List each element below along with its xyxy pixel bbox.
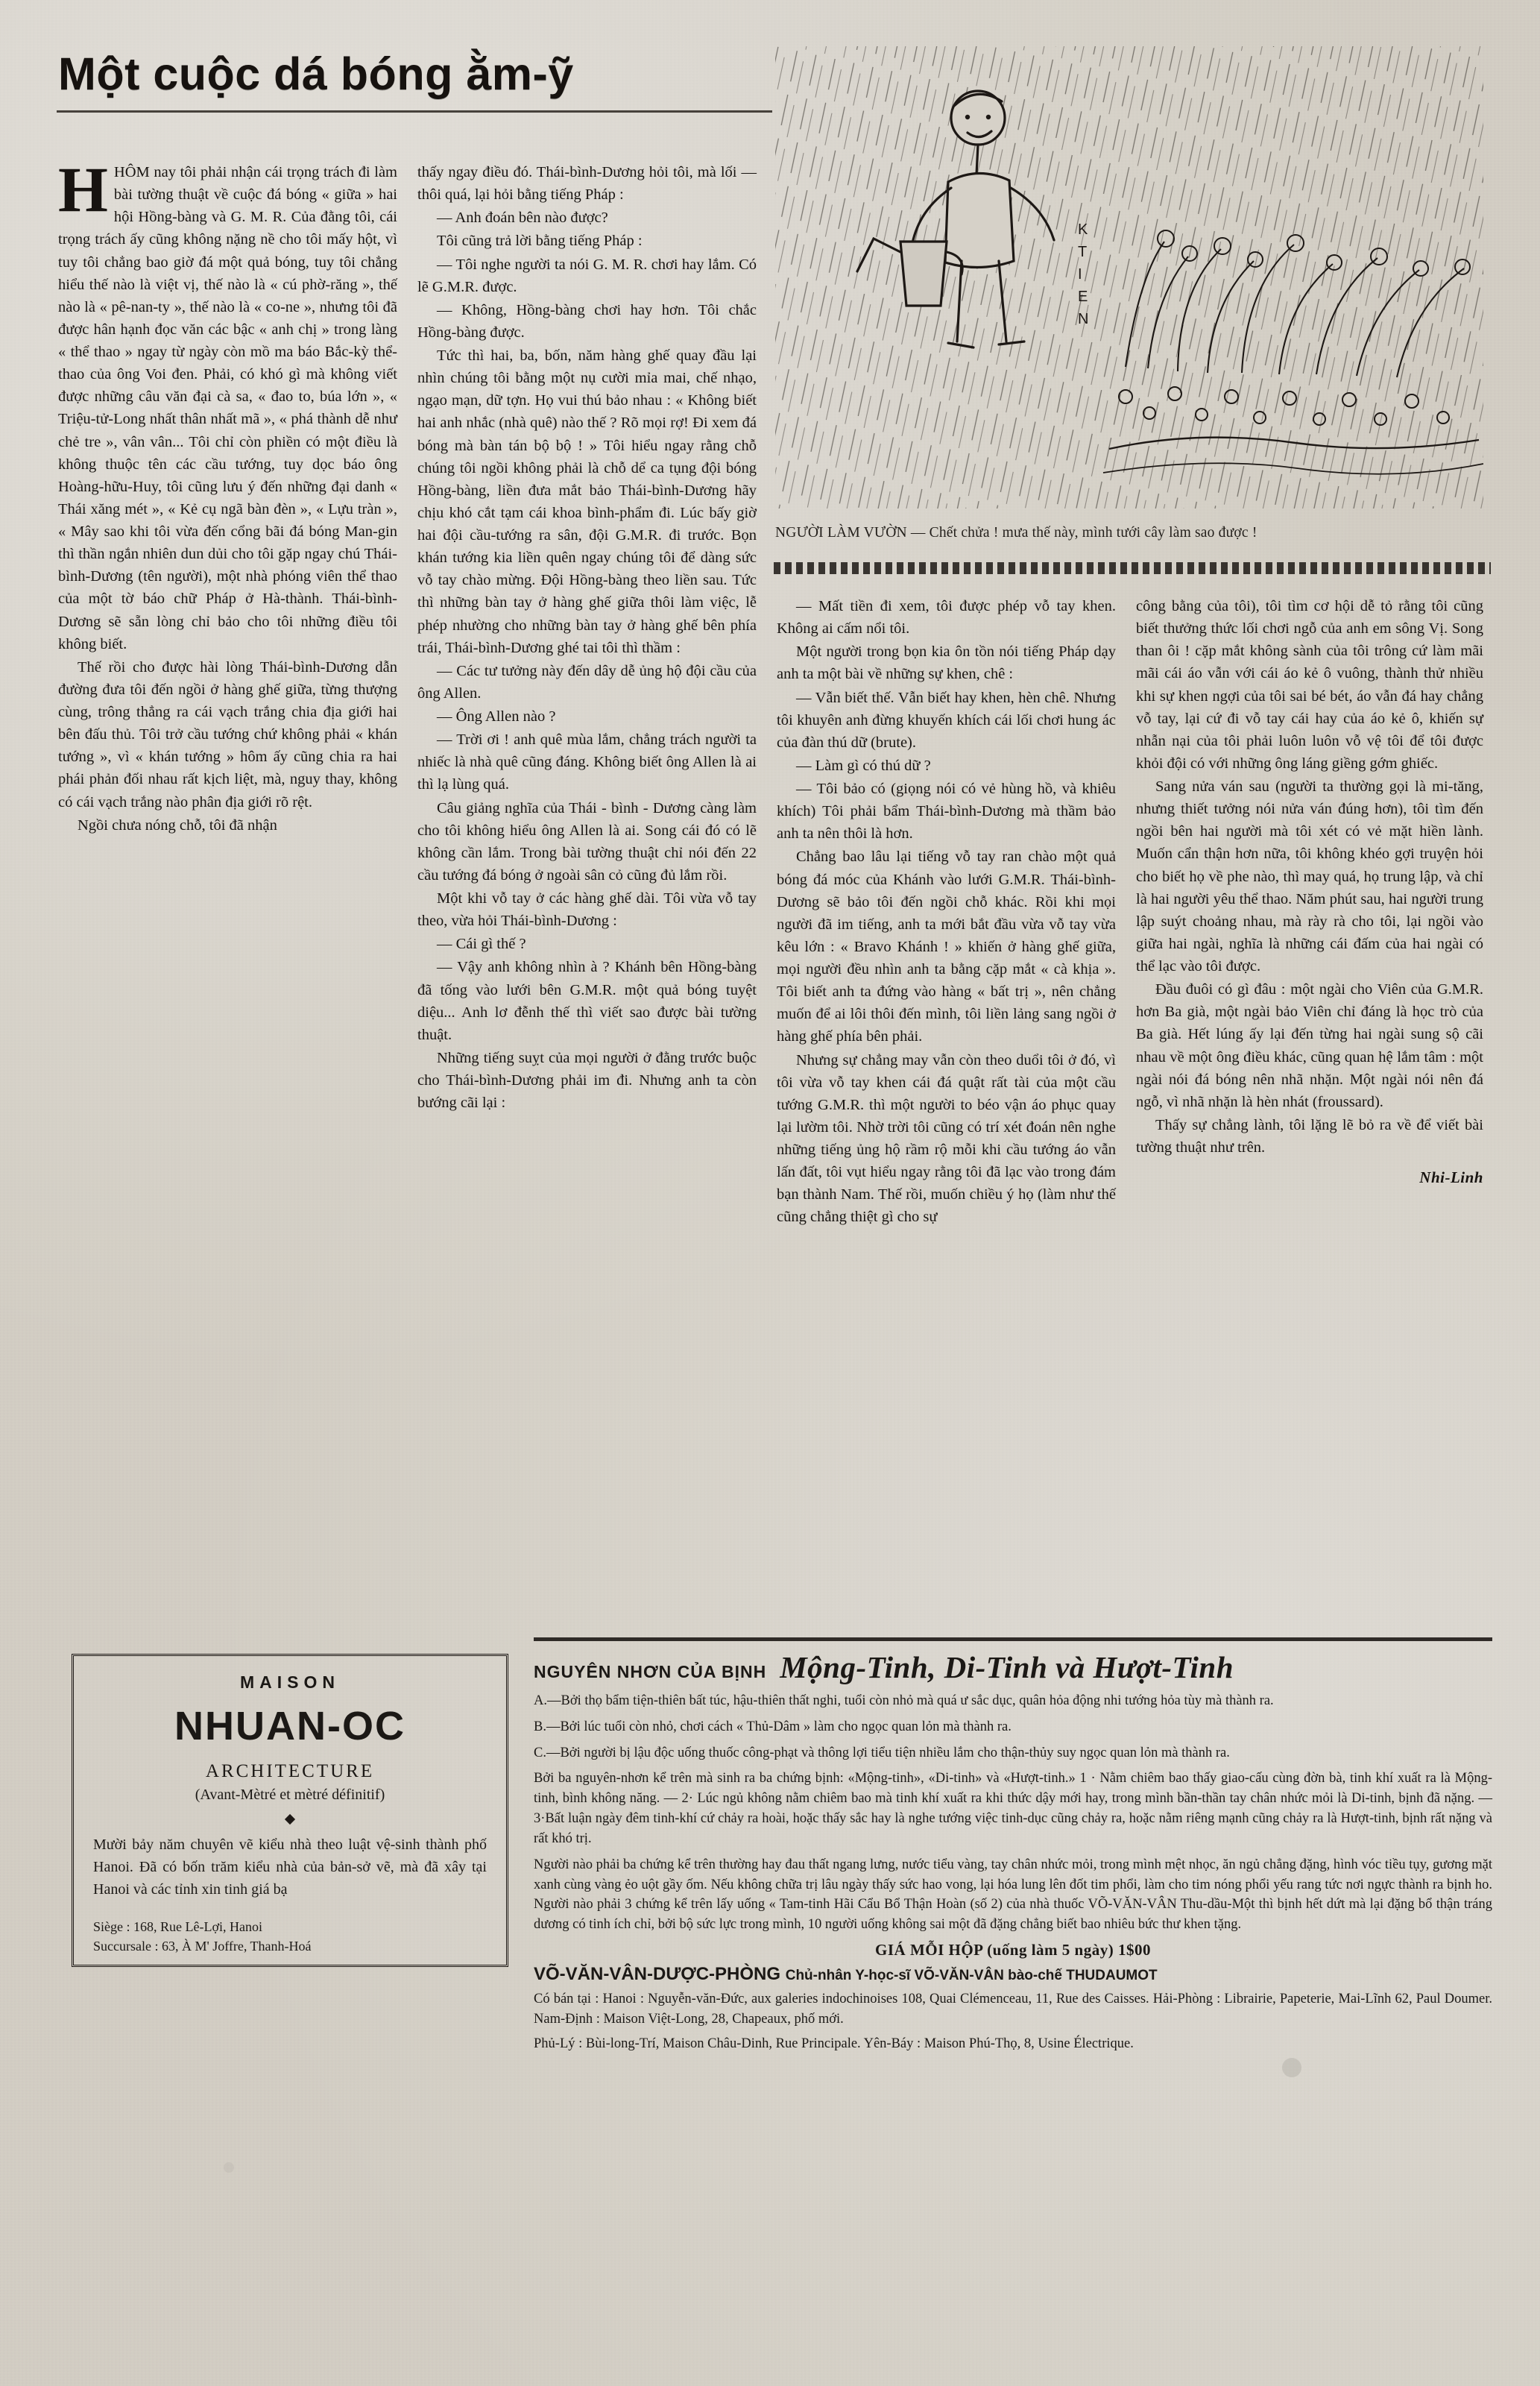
paragraph: thấy ngay điều đó. Thái-bình-Dương hỏi tôi, mà lối — thôi quá, lại hỏi bằng tiếng Pháp : [417,164,757,204]
title-rule [57,110,772,113]
paper-blemish [224,2162,234,2173]
paragraph: Tôi cũng trả lời bằng tiếng Pháp : [437,233,643,250]
ad-body-text: Mười bảy năm chuyên vẽ kiểu nhà theo luật vệ-sinh thành phố Hanoi. Đã có bốn trăm kiểu nhà của bản-sở vẽ, mà đã xây tại Hanoi và các tỉnh xin tinh giá bạ [93,1836,487,1898]
paragraph: Nhưng sự chẳng may vẫn còn theo duổi tôi ở đó, vì tôi vừa vỗ tay khen cái đá quật rất tài của một cầu tướng G.M.R. thì một người to béo vận áo phục quay lại lườm tôi. Nhờ trời tôi cũng có trí xét đoán nên nghe những tiếng ủng hộ rầm rộ mỗi khi cầu tướng áo vẫn lấn đất, tôi vụt hiểu ngay rằng tôi đã lạc vào trong đám bạn thành Nam. Thế rồi, muốn chiều ý họ (làm như thế cũng chẳng thiệt gì cho sự [777,1051,1116,1226]
paragraph: Thấy sự chẳng lành, tôi lặng lẽ bỏ ra về để viết bài tường thuật như trên. [1136,1116,1483,1156]
cartoon-illustration [775,46,1483,523]
paragraph: Câu giảng nghĩa của Thái - bình - Dương càng làm cho tôi không hiểu ông Allen là ai. Song cái đó có lẽ không cần lắm. Trong bài tường thuật chỉ nói đến 22 cầu tướng đá bóng ở ngoài sân cỏ cũng đủ lắm rồi. [417,799,757,884]
page-title: Một cuộc dá bóng ằm-ỹ [58,48,574,99]
paragraph: — Trời ơi ! anh quê mùa lắm, chẳng trách người ta nhiếc là nhà quê cũng đáng. Không biết ông Allen là ai thì lạ lùng quá. [417,731,757,793]
paragraph: — Cái gì thế ? [437,936,526,953]
svg-text:I: I [1078,266,1084,283]
ad-subtitle: (Avant-Mètré et mètré définitif) [195,1787,385,1803]
paragraph: Thế rồi cho được hài lòng Thái-bình-Dương dẫn đường đưa tôi đến ngồi ở hàng ghế giữa, từng thượng cùng, trông thẳng ra cái vạch trắng chia địa giới hai bên đấu thủ. Tôi trở cầu tướng chứ không phải « khán tướng », vì « khán tướng » hôm ấy cũng chia ra hai phái phản đối nhau rất kịch liệt, mà, nguy thay, không có cái vạch trắng nào phân địa giới rõ rệt. [58,658,397,810]
paragraph: Sang nửa ván sau (người ta thường gọi là mi-tăng, nhưng thiết tưởng nói nửa ván đúng hơn), tôi tìm đến ngồi bên hai người mà tôi xét có vẻ mặt hiền lành. Muốn cẩn thận hơn nữa, tôi không khéo gợi truyện hỏi cho biết họ về phe nào, thì may quá, họ trung lập, và chỉ là hai người yêu thể thao. Năm phút sau, hai người trung lập suýt choảng nhau, mà rày rà cho tôi, lại ngồi vào giữa hai ngài, nghĩa là những cái đấm của hai ngài có thể lạc vào tôi được. [1136,778,1483,975]
paragraph: HÔM nay tôi phải nhận cái trọng trách đi làm bài tường thuật về cuộc đá bóng « giữa » hai hội Hồng-bàng và G. M. R. Của đằng tôi, cái trọng trách ấy cũng không nặng nề cho tôi mấy hột, vì tuy tôi chẳng bao giờ đá một quả bóng, tuy tôi chẳng hiểu thế nào là việt vị, thế nào là « cú phờ-răng », thế nào là « pê-nan-ty », thế nào là « co-ne », nhưng tôi đã được hân hạnh đọc văn các bậc « anh chị » trong làng « thể thao » ngay từ ngày còn mồ ma báo Bắc-kỳ thể-thao của ông Voi đen. Phải, có khó gì mà không viết được những câu văn đại cà sa, « đao to, búa lớn », « Triệu-tử-Long nhất thân nhất mã », « phá thành dễ như chẻ tre », vân vân... Tôi chỉ còn phiền có một điều là không thuộc tên các cầu tướng, tuy dọc báo ông Hoàng-hữu-Huy, tôi cũng lưu ý đến những đại danh « Thái xăng mét », « Kẻ cụ ngã bàn đèn », « Lựu tràn », « Mây sao khi tôi vừa đến cổng bãi đá bóng Man-gin thì thần ngắn nhiên dun dủi cho tôi gặp ngay chú Thái-bình-Dương (tên người), một nhà phóng viên thể thao của một tờ báo chữ Pháp ở Hà-thành. Thái-bình-Dương sẽ sẵn lòng chỉ bảo cho tôi những điều tôi không biết. [58,164,397,652]
ad-vo-van-van[interactable] [534,1649,1492,2051]
paragraph: — Vậy anh không nhìn à ? Khánh bên Hồng-bàng đã tống vào lưới bên G.M.R. một quả bóng tuyệt diệu... Anh lơ đễnh thế thì viết sao được bài tường thuật. [417,959,757,1043]
ad-dealers-line: Phủ-Lý : Bùi-long-Trí, Maison Châu-Dinh, Rue Principale. Yên-Báy : Maison Phú-Thọ, 8, Usine Électrique. [534,2036,1134,2051]
ad-paragraph: C.—Bởi người bị lậu độc uống thuốc công-phạt và thông lợi tiểu tiện nhiều lắm cho thận-thủy suy ngọc quan lỏn mà thành ra. [534,1745,1230,1760]
paragraph: — Anh đoán bên nào được? [437,210,608,227]
paragraph: Đầu đuôi có gì đâu : một ngài cho Viên của G.M.R. hơn Ba già, một ngài bảo Viên chỉ đáng là học trò của Ba già. Hết lúng ấy lại đến từng hai ngài sung sộ cãi nhau về một ông điều khác, cũng quan hệ lắm tâm : một ngài nói đá bóng nên nhã nhặn. Một ngài nói nên đá ngỗ, vì nhã nhặn là hèn nhát (froussard). [1136,981,1483,1110]
ad-kicker: NGUYÊN NHƠN CỦA BỊNH [534,1662,767,1681]
svg-text:T: T [1078,244,1089,260]
paragraph: Một người trong bọn kia ôn tồn nói tiếng Pháp dạy anh ta một bài về những sự khen, chê : [777,643,1116,683]
paragraph: — Các tư tưởng này đến dây dễ ủng hộ đội cầu của ông Allen. [417,662,757,702]
svg-text:N: N [1078,311,1091,327]
ad-manufacturer-note: Chủ-nhân Y-học-sĩ VÕ-VĂN-VÂN bào-chế THUDAUMOT [785,1967,1158,1983]
paragraph: — Làm gì có thú dữ ? [796,757,931,774]
ad-maison-label: MAISON [240,1672,340,1692]
ad-maison-nhuan-oc[interactable] [72,1654,508,1967]
paper-blemish [1282,2058,1301,2077]
article-signature: Nhi-Linh [1419,1168,1483,1187]
ad-title: Mộng-Tinh, Di-Tinh và Hượt-Tinh [780,1650,1234,1684]
ad-branch-address: Succursale : 63, À M' Joffre, Thanh-Hoá [93,1939,312,1954]
svg-text:E: E [1078,289,1090,305]
diamond-ornament-icon [285,1814,295,1825]
paragraph: — Tôi bảo có (giọng nói có vẻ hùng hồ, và khiêu khích) Tôi phải bẩm Thái-bình-Dương mà thầm bảo anh ta nên thôi là hơn. [777,781,1116,843]
ad-paragraph: B.—Bởi lúc tuổi còn nhỏ, chơi cách « Thủ-Dâm » làm cho ngọc quan lỏn mà thành ra. [534,1719,1012,1734]
paragraph: — Ông Allen nào ? [437,708,556,725]
paragraph: — Không, Hồng-bàng chơi hay hơn. Tôi chắc Hồng-bàng được. [417,301,757,341]
paragraph: Một khi vỗ tay ở các hàng ghế dài. Tôi vừa vỗ tay theo, vừa hỏi Thái-bình-Dương : [417,890,757,930]
paragraph: Ngồi chưa nóng chỗ, tôi đã nhận [78,816,277,834]
ad-paragraph: A.—Bởi thọ bẩm tiện-thiên bất túc, hậu-thiên thất nghi, tuổi còn nhỏ mà quá ư sắc dục, quân hỏa động nhi tướng hỏa tùy mà thành ra. [534,1693,1274,1708]
drop-cap: H [58,154,108,225]
paragraph: Tức thì hai, ba, bốn, năm hàng ghế quay đầu lại nhìn chúng tôi bằng một nụ cười mỉa mai, chế nhạo, ngạo mạn, dữ tợn. Họ vui thú bảo nhau : « Không biết hai anh nhắc (nhà quê) nào thế ? Rõ mọi rợ! Đi xem đá bóng mà bàn tán bộ bộ ! » Tôi hiểu ngay rằng chỗ chúng tôi ngồi không phải là chỗ dể ca tụng đội bóng Hồng-bàng, liền đưa mắt bảo Thái-bình-Dương hãy chịu khó cắt tạm cái khoa bình-phẩm đi. Lúc bấy giờ hai đội cầu-tướng ra sân, đội G.M.R. đi trước. Bọn khán tướng kia liền quên ngay chúng tôi để dàng sức vỗ tay chào mừng. Đội Hồng-bàng theo liền sau. Tức thì những bàn tay ở hàng ghế giữa thôi làm việc, lễ phép nhường cho những bàn tay ở hàng ghế bên phía trái, Thái-bình-Dương ghé tai tôi thì thầm : [417,347,757,656]
ad-manufacturer: VÕ-VĂN-VÂN-DƯỢC-PHÒNG [534,1963,781,1984]
article-sheet [30,21,1510,2051]
ad-top-rule [534,1637,1492,1641]
ad-architecture-label: ARCHITECTURE [205,1761,375,1781]
article-column-2 [417,161,757,1115]
article-column-1 [58,154,397,837]
paragraph: — Vẫn biết thế. Vẫn biết hay khen, hèn chê. Nhưng tôi khuyên anh đừng khuyến khích cái lối chơi hung ác của đàn thú dữ (brute). [777,689,1116,751]
ad-paragraph: Người nào phải ba chứng kể trên thường hay đau thất ngang lưng, nước tiểu vàng, tay chân nhức mỏi, trong mình mệt nhọc, ăn ngủ chẳng đặng, hình vóc tiều tụy, gương mặt xanh cùng vàng ẻo uột gầy ốm. Nếu không chữa trị lâu ngày thấy sức hao vong, lại hóa lung lên đốt tim phổi, làm cho tim nóng phổi yếu rang tức nơi ngực thành ra bịnh ho. Người nào phải 3 chứng kể trên lấy uống « Tam-tinh Hãi Cẩu Bổ Thận Hoàn (số 2) của nhà thuốc VÕ-VĂN-VÂN Thu-dầu-Một thì bịnh hết dứt mà lại đặng bổ thận tráng dương có tinh ích chỉ, bởi bộ sức lực trong mình, 10 người uống không sai một đã đặng chẳng biết bao nhiêu bức thư khen tặng. [534,1857,1492,1933]
paragraph: — Mất tiền đi xem, tôi được phép vỗ tay khen. Không ai cấm nổi tôi. [777,598,1116,638]
ad-price: GIÁ MỖI HỘP (uống làm 5 ngày) 1$00 [875,1940,1151,1959]
article-column-4 [1136,595,1483,1189]
ad-siege-address: Siège : 168, Rue Lê-Lợi, Hanoi [93,1919,262,1934]
ad-paragraph: Bởi ba nguyên-nhơn kể trên mà sinh ra ba chứng bịnh: «Mộng-tinh», «Di-tinh» và «Hượt-tinh.» 1 · Nằm chiêm bao thấy giao-cấu cùng đờn bà, tinh khí xuất ra là Mộng-tinh, bình không năng. — 2· Lúc ngủ không nằm chiêm bao mà tinh khí xuất ra khi thức dậy mới hay, trong mình bần-thần tay chân nhức mỏi là Di-tinh, bịnh đã nặng. —3·Bất luận ngày đêm tinh-khí cứ chảy ra hoài, hoặc thấy sắc hay là nghe tướng việc tinh-dục cũng chảy ra, hoặc nằm riêng mạnh cũng chảy ra là Hượt-tinh, bịnh rất nặng và rất khó trị. [534,1771,1492,1846]
paragraph: Những tiếng suỵt của mọi người ở đằng trước buộc cho Thái-bình-Dương phải im đi. Nhưng anh ta còn bướng cãi lại : [417,1049,757,1112]
ad-business-name: NHUAN-OC [174,1704,405,1748]
illustration-caption: NGƯỜI LÀM VƯỜN — Chết chửa ! mưa thế này, mình tưới cây làm sao được ! [775,525,1257,541]
section-divider [774,562,1491,574]
paragraph: Chẳng bao lâu lại tiếng vỗ tay ran chào một quả bóng đá móc của Khánh vào lưới G.M.R. Thái-bình-Dương sẽ bảo tôi đến ngồi chỗ khác. Rồi khi mọi người đã im tiếng, anh ta mới bắt đầu vừa vỗ tay vừa kêu lớn : « Bravo Khánh ! » khiến ở hàng ghế giữa, mọi người đều nhìn anh ta bằng cặp mắt « cà khịa ». Tôi biết anh ta đứng vào hàng « bất trị », nên chẳng muốn để ai lôi thôi đến mình, tôi liền lảng sang ngồi ở hàng ghế phía bên phải. [777,849,1116,1045]
article-column-3 [777,595,1116,1230]
ad-dealers-line: Có bán tại : Hanoi : Nguyễn-văn-Đức, aux galeries indochinoises 108, Quai Clémenceau, 11, Rue des Caisses. Hải-Phòng : Librairie, Papeterie, Mai-Lĩnh 62, Paul Doumer. Nam-Định : Maison Việt-Long, 28, Chapeaux, phố mới. [534,1991,1492,2027]
paragraph: — Tôi nghe người ta nói G. M. R. chơi hay lắm. Có lẽ G.M.R. được. [417,256,757,295]
advertisement-area [57,1649,1492,2051]
paragraph: công bằng của tôi), tôi tìm cơ hội dễ tỏ rằng tôi cũng biết thưởng thức lối chơi ngỗ của anh em sông Vị. Song than ôi ! cặp mắt không sành của tôi trông cứ làm mãi mãi cái áo vẫn với cái áo kẻ ô vuông, thành thử nhiều khi sự khen ngợi của tôi sai bé bét, áo vẫn đá hay chẳng vỗ tay, lại cứ đi vỗ tay cái hay của áo kẻ ô, khiến sự nhẫn nại của tôi phải luôn luôn vỗ vệ tôi để tôi được khỏi đội có với những ông láng giềng gớm ghiếc. [1136,598,1483,772]
svg-text:K: K [1078,221,1090,238]
